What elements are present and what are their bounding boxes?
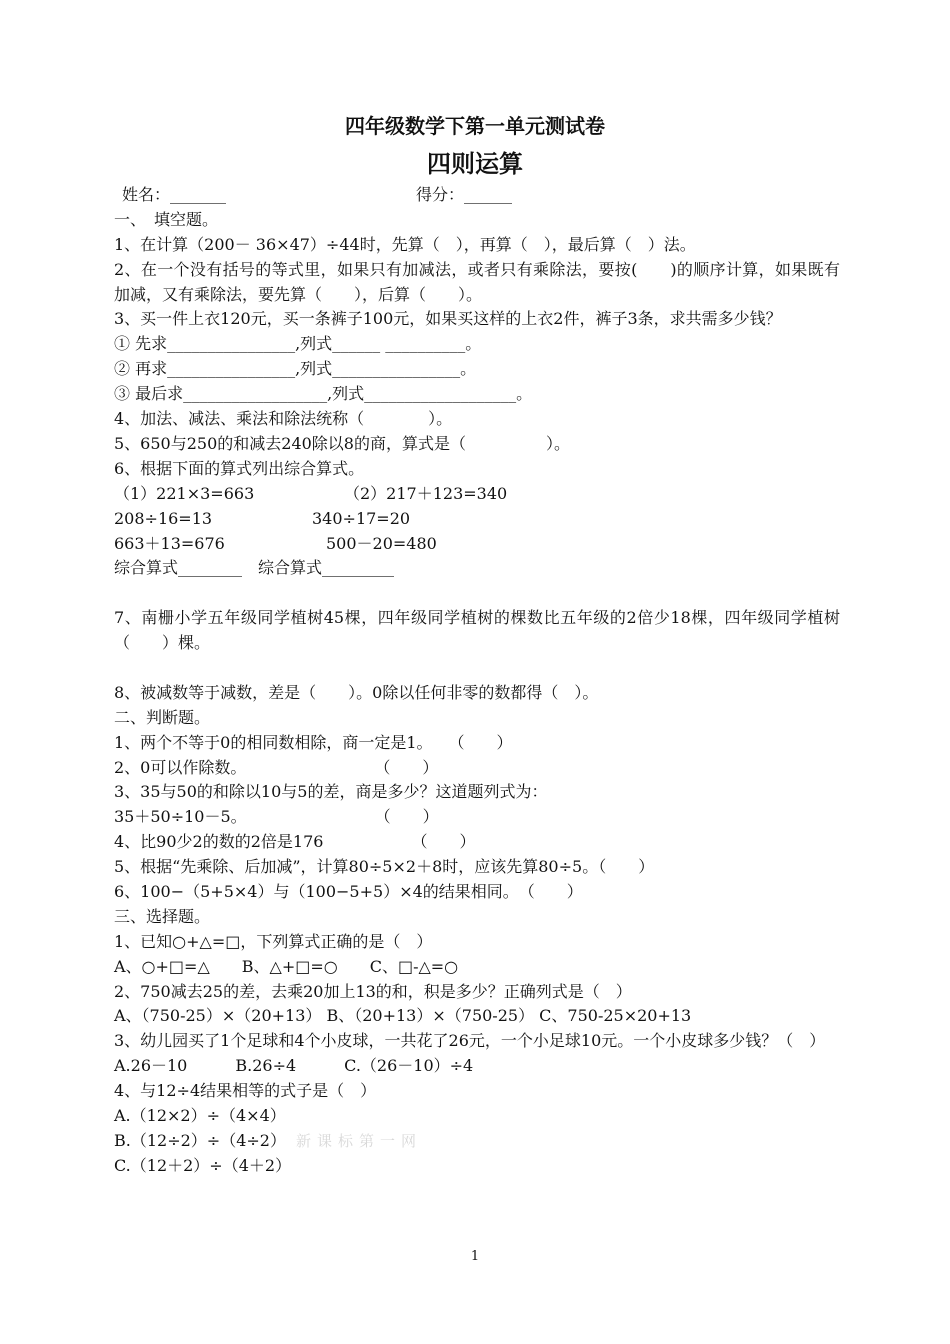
question-1-6-row-3 [114,532,840,557]
question-1-6-row-2 [114,507,840,532]
question-2-2: 2、0可以作除数。 （ ） [114,757,439,777]
question-1-7: 7、南栅小学五年级同学植树45棵，四年级同学植树的棵数比五年级的2倍少18棵，四年级同学植树（ ）棵。 [114,608,840,653]
equation-right: 340÷17=20 [312,508,411,528]
equation-left: 208÷16=13 [114,508,213,528]
score-field: 得分：______ [416,185,513,204]
combined-formula-left: 综合算式________ [114,558,243,578]
question-1-4: 4、加法、减法、乘法和除法统称（ ）。 [114,409,453,429]
question-1-6-row-1 [114,482,840,507]
section-heading-true-false: 二、判断题。 [114,707,211,727]
question-1-3-step-b: ② 再求________________,列式________________。 [114,359,477,379]
question-3-4-option-a: A.（12×2）÷（4×4） [114,1106,286,1126]
question-1-3-step-a: ① 先求________________,列式______ __________。 [114,334,482,354]
spacer [114,581,840,606]
question-3-4-option-b-row [114,1129,840,1154]
equation-right: （2）217＋123=340 [344,483,508,503]
section-heading-multiple-choice: 三、选择题。 [114,906,211,926]
question-1-3: 3、买一件上衣120元，买一条裤子100元，如果买这样的上衣2件，裤子3条，求共需多少钱？ [114,309,782,329]
question-3-4-option-c: C.（12＋2）÷（4＋2） [114,1155,292,1175]
question-3-4: 4、与12÷4结果相等的式子是（ ） [114,1081,377,1101]
equation-left: （1）221×3=663 [114,483,255,503]
question-2-3: 3、35与50的和除以10与5的差，商是多少？这道题列式为： [114,782,548,802]
question-2-3-formula: 35＋50÷10－5。 （ ） [114,807,439,827]
question-2-5: 5、根据“先乘除、后加减”，计算80÷5×2＋8时，应该先算80÷5。（ ） [114,857,655,877]
equation-right: 500－20=480 [326,533,437,553]
question-3-1-options: A、○+□=△ B、△+□=○ C、□-△=○ [114,956,459,976]
equation-left: 663＋13=676 [114,533,225,553]
section-heading-fill-in: 一、 填空题。 [114,209,219,229]
name-field: 姓名：_______ [122,185,227,204]
question-2-6: 6、100−（5+5×4）与（100−5+5）×4的结果相同。 （ ） [114,882,583,902]
document-body [114,183,840,1179]
question-1-2: 2、在一个没有括号的等式里，如果只有加减法，或者只有乘除法，要按( )的顺序计算，如果既有加减，又有乘除法，要先算（ ），后算（ ）。 [114,259,840,304]
question-3-2: 2、750减去25的差，去乘20加上13的和，积是多少？正确列式是（ ） [114,981,632,1001]
question-1-5: 5、650与250的和减去240除以8的商，算式是（ ）。 [114,433,570,453]
question-1-1: 1、在计算（200－ 36×47）÷44时，先算（ ），再算（ ），最后算（ ）法。 [114,234,696,254]
question-3-3-options: A.26－10 B.26÷4 C.（26－10）÷4 [114,1056,474,1076]
document-subtitle: 四则运算 [427,150,523,178]
question-1-6: 6、根据下面的算式列出综合算式。 [114,458,365,478]
question-2-1: 1、两个不等于0的相同数相除，商一定是1。 （ ） [114,732,513,752]
question-1-6-answers [114,556,840,581]
question-3-4-option-b: B.（12÷2）÷（4÷2） [114,1130,286,1150]
question-1-3-step-c: ③ 最后求__________________,列式___________________。 [114,384,533,404]
question-3-1: 1、已知○+△=□，下列算式正确的是（ ） [114,931,433,951]
combined-formula-right: 综合算式_________ [258,558,395,578]
page-number: 1 [470,1249,480,1264]
question-2-4: 4、比90少2的数的2倍是176 （ ） [114,832,476,852]
question-3-2-options: A、（750-25）×（20+13） B、（20+13）×（750-25） C、750-25×20+13 [114,1006,692,1026]
question-1-8: 8、被减数等于减数，差是（ ）。0除以任何非零的数都得（ ）。 [114,682,599,702]
document-title: 四年级数学下第一单元测试卷 [345,114,605,138]
question-3-3: 3、幼儿园买了1个足球和4个小皮球，一共花了26元，一个小足球10元。一个小皮球多少钱？（ ） [114,1031,826,1051]
watermark-text: 新课标第一网 [295,1131,422,1150]
spacer [114,656,840,681]
student-info-row [114,183,840,208]
